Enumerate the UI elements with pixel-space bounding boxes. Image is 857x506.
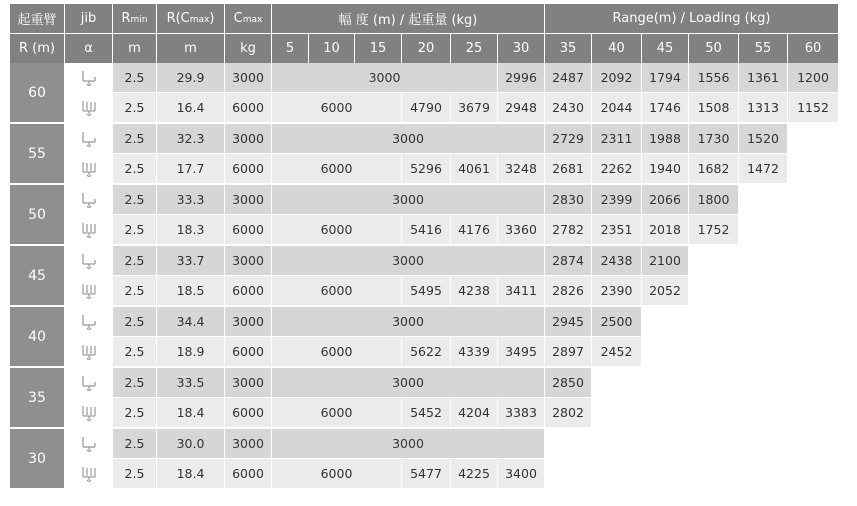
span-capacity-cell: 3000 [272, 124, 545, 154]
empty-cell [592, 459, 642, 490]
single-fall-hook-icon [80, 313, 98, 331]
boom-length-cell: 45 [10, 246, 65, 307]
table-row [10, 93, 839, 124]
header-cmax-sub: max [242, 15, 263, 25]
capacity-cell: 2052 [642, 276, 689, 307]
empty-cell [689, 246, 739, 276]
range-header-15: 15 [355, 33, 402, 63]
capacity-cell: 4238 [451, 276, 498, 307]
capacity-cell: 3679 [451, 93, 498, 124]
empty-cell [739, 429, 788, 459]
table-row [10, 215, 839, 246]
double-fall-cell [65, 337, 113, 368]
capacity-cell: 2945 [545, 307, 592, 337]
empty-cell [545, 429, 592, 459]
empty-cell [739, 337, 788, 368]
range-header-55: 55 [739, 33, 788, 63]
capacity-cell: 2681 [545, 154, 592, 185]
empty-cell [739, 215, 788, 246]
header-jib [65, 4, 113, 33]
boom-length-cell: 35 [10, 368, 65, 429]
capacity-cell: 1794 [642, 63, 689, 93]
empty-cell [592, 429, 642, 459]
table-row [10, 337, 839, 368]
span-capacity-cell: 3000 [272, 185, 545, 215]
rcmax-cell: 16.4 [157, 93, 225, 124]
single-fall-cell [65, 124, 113, 154]
capacity-cell: 1520 [739, 124, 788, 154]
capacity-cell: 2262 [592, 154, 642, 185]
double-fall-hook-icon [80, 160, 98, 178]
header-rcmax [157, 4, 225, 33]
capacity-cell: 3411 [498, 276, 545, 307]
empty-cell [545, 459, 592, 490]
cmax-cell: 6000 [225, 93, 272, 124]
boom-length-cell: 55 [10, 124, 65, 185]
double-fall-cell [65, 276, 113, 307]
single-fall-hook-icon [80, 374, 98, 392]
rcmax-cell: 18.9 [157, 337, 225, 368]
header-title-cn [272, 4, 545, 33]
capacity-cell: 2500 [592, 307, 642, 337]
span-capacity-cell: 6000 [272, 337, 402, 368]
header-title-cn-label: 幅 度 (m) / 起重量 (kg) [338, 13, 478, 28]
single-fall-hook-icon [80, 69, 98, 87]
capacity-cell: 5416 [402, 215, 451, 246]
rmin-cell: 2.5 [113, 276, 157, 307]
span-capacity-cell: 3000 [272, 429, 545, 459]
empty-cell [739, 246, 788, 276]
empty-cell [788, 276, 839, 307]
span-capacity-cell: 6000 [272, 276, 402, 307]
table-row [10, 246, 839, 276]
table-row [10, 124, 839, 154]
header-rcmax-close: ) [209, 11, 215, 26]
header-boom [10, 4, 65, 33]
range-header-10: 10 [309, 33, 355, 63]
capacity-cell: 1730 [689, 124, 739, 154]
capacity-cell: 2948 [498, 93, 545, 124]
header-rcmax-sub: max [189, 15, 210, 25]
empty-cell [689, 429, 739, 459]
empty-cell [642, 307, 689, 337]
double-fall-hook-icon [80, 465, 98, 483]
rmin-cell: 2.5 [113, 398, 157, 429]
double-fall-hook-icon [80, 404, 98, 422]
rcmax-cell: 33.7 [157, 246, 225, 276]
capacity-cell: 1313 [739, 93, 788, 124]
rcmax-cell: 18.5 [157, 276, 225, 307]
rcmax-cell: 33.5 [157, 368, 225, 398]
empty-cell [788, 398, 839, 429]
single-fall-hook-icon [80, 191, 98, 209]
rmin-cell: 2.5 [113, 185, 157, 215]
span-capacity-cell: 6000 [272, 459, 402, 490]
double-fall-cell [65, 398, 113, 429]
capacity-cell: 4790 [402, 93, 451, 124]
empty-cell [592, 368, 642, 398]
empty-cell [689, 307, 739, 337]
range-header-20: 20 [402, 33, 451, 63]
capacity-cell: 4061 [451, 154, 498, 185]
span-capacity-cell: 3000 [272, 307, 545, 337]
empty-cell [689, 276, 739, 307]
header-title-en [545, 4, 839, 33]
capacity-cell: 2390 [592, 276, 642, 307]
table-row [10, 429, 839, 459]
span-capacity-cell: 6000 [272, 215, 402, 246]
capacity-cell: 1682 [689, 154, 739, 185]
capacity-cell: 2487 [545, 63, 592, 93]
capacity-cell: 2996 [498, 63, 545, 93]
empty-cell [788, 307, 839, 337]
empty-cell [642, 368, 689, 398]
cmax-cell: 6000 [225, 276, 272, 307]
capacity-cell: 2092 [592, 63, 642, 93]
rcmax-cell: 17.7 [157, 154, 225, 185]
boom-length-cell: 30 [10, 429, 65, 490]
header-boom-label: 起重臂 [17, 13, 57, 28]
capacity-cell: 1800 [689, 185, 739, 215]
unit-r: R (m) [10, 33, 65, 63]
capacity-cell: 3248 [498, 154, 545, 185]
capacity-cell: 2066 [642, 185, 689, 215]
unit-cmax: kg [225, 33, 272, 63]
single-fall-hook-icon [80, 130, 98, 148]
table-row [10, 63, 839, 93]
boom-length-cell: 40 [10, 307, 65, 368]
rmin-cell: 2.5 [113, 429, 157, 459]
rmin-cell: 2.5 [113, 215, 157, 246]
cmax-cell: 3000 [225, 185, 272, 215]
empty-cell [739, 459, 788, 490]
rmin-cell: 2.5 [113, 63, 157, 93]
span-capacity-cell: 6000 [272, 93, 402, 124]
cmax-cell: 6000 [225, 215, 272, 246]
empty-cell [788, 337, 839, 368]
capacity-cell: 1472 [739, 154, 788, 185]
empty-cell [642, 429, 689, 459]
rmin-cell: 2.5 [113, 368, 157, 398]
span-capacity-cell: 3000 [272, 368, 545, 398]
range-header-5: 5 [272, 33, 309, 63]
empty-cell [739, 185, 788, 215]
single-fall-hook-icon [80, 252, 98, 270]
capacity-cell: 1200 [788, 63, 839, 93]
empty-cell [739, 368, 788, 398]
rmin-cell: 2.5 [113, 337, 157, 368]
empty-cell [689, 459, 739, 490]
capacity-cell: 2897 [545, 337, 592, 368]
header-cmax-label: C [233, 11, 243, 26]
rcmax-cell: 30.0 [157, 429, 225, 459]
rmin-cell: 2.5 [113, 307, 157, 337]
range-header-60: 60 [788, 33, 839, 63]
cmax-cell: 6000 [225, 154, 272, 185]
empty-cell [788, 215, 839, 246]
rcmax-cell: 18.4 [157, 459, 225, 490]
empty-cell [689, 368, 739, 398]
capacity-cell: 2874 [545, 246, 592, 276]
rcmax-cell: 33.3 [157, 185, 225, 215]
empty-cell [689, 337, 739, 368]
header-rmin-label: R [121, 11, 131, 26]
load-chart-wrapper [10, 4, 839, 490]
double-fall-hook-icon [80, 99, 98, 117]
capacity-cell: 1752 [689, 215, 739, 246]
capacity-cell: 5296 [402, 154, 451, 185]
header-rcmax-label: R(C [166, 11, 190, 26]
capacity-cell: 2802 [545, 398, 592, 429]
rcmax-cell: 18.3 [157, 215, 225, 246]
capacity-cell: 3495 [498, 337, 545, 368]
range-header-50: 50 [689, 33, 739, 63]
capacity-cell: 5495 [402, 276, 451, 307]
range-header-25: 25 [451, 33, 498, 63]
range-header-40: 40 [592, 33, 642, 63]
rmin-cell: 2.5 [113, 154, 157, 185]
single-fall-cell [65, 63, 113, 93]
span-capacity-cell: 3000 [272, 63, 498, 93]
span-capacity-cell: 6000 [272, 398, 402, 429]
capacity-cell: 4225 [451, 459, 498, 490]
double-fall-cell [65, 459, 113, 490]
header-row-units [10, 33, 839, 63]
capacity-cell: 2729 [545, 124, 592, 154]
capacity-cell: 2452 [592, 337, 642, 368]
table-row [10, 185, 839, 215]
empty-cell [788, 154, 839, 185]
double-fall-cell [65, 215, 113, 246]
double-fall-hook-icon [80, 343, 98, 361]
single-fall-cell [65, 185, 113, 215]
double-fall-hook-icon [80, 282, 98, 300]
header-jib-label: jib [80, 11, 97, 26]
cmax-cell: 3000 [225, 63, 272, 93]
capacity-cell: 4176 [451, 215, 498, 246]
empty-cell [642, 337, 689, 368]
empty-cell [642, 459, 689, 490]
boom-length-cell: 50 [10, 185, 65, 246]
rmin-cell: 2.5 [113, 246, 157, 276]
header-rmin-sub: min [130, 15, 148, 25]
double-fall-cell [65, 93, 113, 124]
empty-cell [788, 459, 839, 490]
capacity-cell: 5452 [402, 398, 451, 429]
empty-cell [788, 246, 839, 276]
header-row-top [10, 4, 839, 33]
unit-rcmax: m [157, 33, 225, 63]
load-chart-table [10, 4, 839, 490]
empty-cell [788, 185, 839, 215]
unit-alpha: α [65, 33, 113, 63]
range-header-45: 45 [642, 33, 689, 63]
capacity-cell: 1508 [689, 93, 739, 124]
capacity-cell: 1940 [642, 154, 689, 185]
header-cmax [225, 4, 272, 33]
table-row [10, 276, 839, 307]
unit-rmin: m [113, 33, 157, 63]
empty-cell [642, 398, 689, 429]
rmin-cell: 2.5 [113, 459, 157, 490]
cmax-cell: 3000 [225, 124, 272, 154]
capacity-cell: 2044 [592, 93, 642, 124]
empty-cell [592, 398, 642, 429]
double-fall-cell [65, 154, 113, 185]
double-fall-hook-icon [80, 221, 98, 239]
cmax-cell: 3000 [225, 307, 272, 337]
rcmax-cell: 29.9 [157, 63, 225, 93]
cmax-cell: 3000 [225, 368, 272, 398]
capacity-cell: 2100 [642, 246, 689, 276]
span-capacity-cell: 6000 [272, 154, 402, 185]
capacity-cell: 1556 [689, 63, 739, 93]
capacity-cell: 4339 [451, 337, 498, 368]
boom-length-cell: 60 [10, 63, 65, 124]
rcmax-cell: 32.3 [157, 124, 225, 154]
range-header-30: 30 [498, 33, 545, 63]
capacity-cell: 3383 [498, 398, 545, 429]
capacity-cell: 2399 [592, 185, 642, 215]
header-rmin [113, 4, 157, 33]
capacity-cell: 2018 [642, 215, 689, 246]
capacity-cell: 5622 [402, 337, 451, 368]
span-capacity-cell: 3000 [272, 246, 545, 276]
capacity-cell: 2782 [545, 215, 592, 246]
single-fall-cell [65, 307, 113, 337]
empty-cell [739, 276, 788, 307]
cmax-cell: 3000 [225, 429, 272, 459]
cmax-cell: 6000 [225, 459, 272, 490]
capacity-cell: 2351 [592, 215, 642, 246]
capacity-cell: 1152 [788, 93, 839, 124]
table-row [10, 368, 839, 398]
capacity-cell: 4204 [451, 398, 498, 429]
load-chart-body [10, 63, 839, 490]
capacity-cell: 2830 [545, 185, 592, 215]
cmax-cell: 3000 [225, 246, 272, 276]
single-fall-hook-icon [80, 435, 98, 453]
capacity-cell: 2311 [592, 124, 642, 154]
cmax-cell: 6000 [225, 398, 272, 429]
empty-cell [689, 398, 739, 429]
table-row [10, 459, 839, 490]
cmax-cell: 6000 [225, 337, 272, 368]
capacity-cell: 2826 [545, 276, 592, 307]
rcmax-cell: 34.4 [157, 307, 225, 337]
single-fall-cell [65, 246, 113, 276]
rmin-cell: 2.5 [113, 93, 157, 124]
capacity-cell: 3360 [498, 215, 545, 246]
rmin-cell: 2.5 [113, 124, 157, 154]
empty-cell [788, 429, 839, 459]
rcmax-cell: 18.4 [157, 398, 225, 429]
capacity-cell: 1746 [642, 93, 689, 124]
range-header-35: 35 [545, 33, 592, 63]
capacity-cell: 5477 [402, 459, 451, 490]
capacity-cell: 2850 [545, 368, 592, 398]
header-title-en-label: Range(m) / Loading (kg) [612, 11, 771, 26]
empty-cell [739, 398, 788, 429]
table-row [10, 154, 839, 185]
capacity-cell: 2438 [592, 246, 642, 276]
capacity-cell: 1988 [642, 124, 689, 154]
table-row [10, 307, 839, 337]
empty-cell [788, 124, 839, 154]
capacity-cell: 1361 [739, 63, 788, 93]
capacity-cell: 3400 [498, 459, 545, 490]
table-row [10, 398, 839, 429]
empty-cell [788, 368, 839, 398]
capacity-cell: 2430 [545, 93, 592, 124]
single-fall-cell [65, 429, 113, 459]
single-fall-cell [65, 368, 113, 398]
empty-cell [739, 307, 788, 337]
